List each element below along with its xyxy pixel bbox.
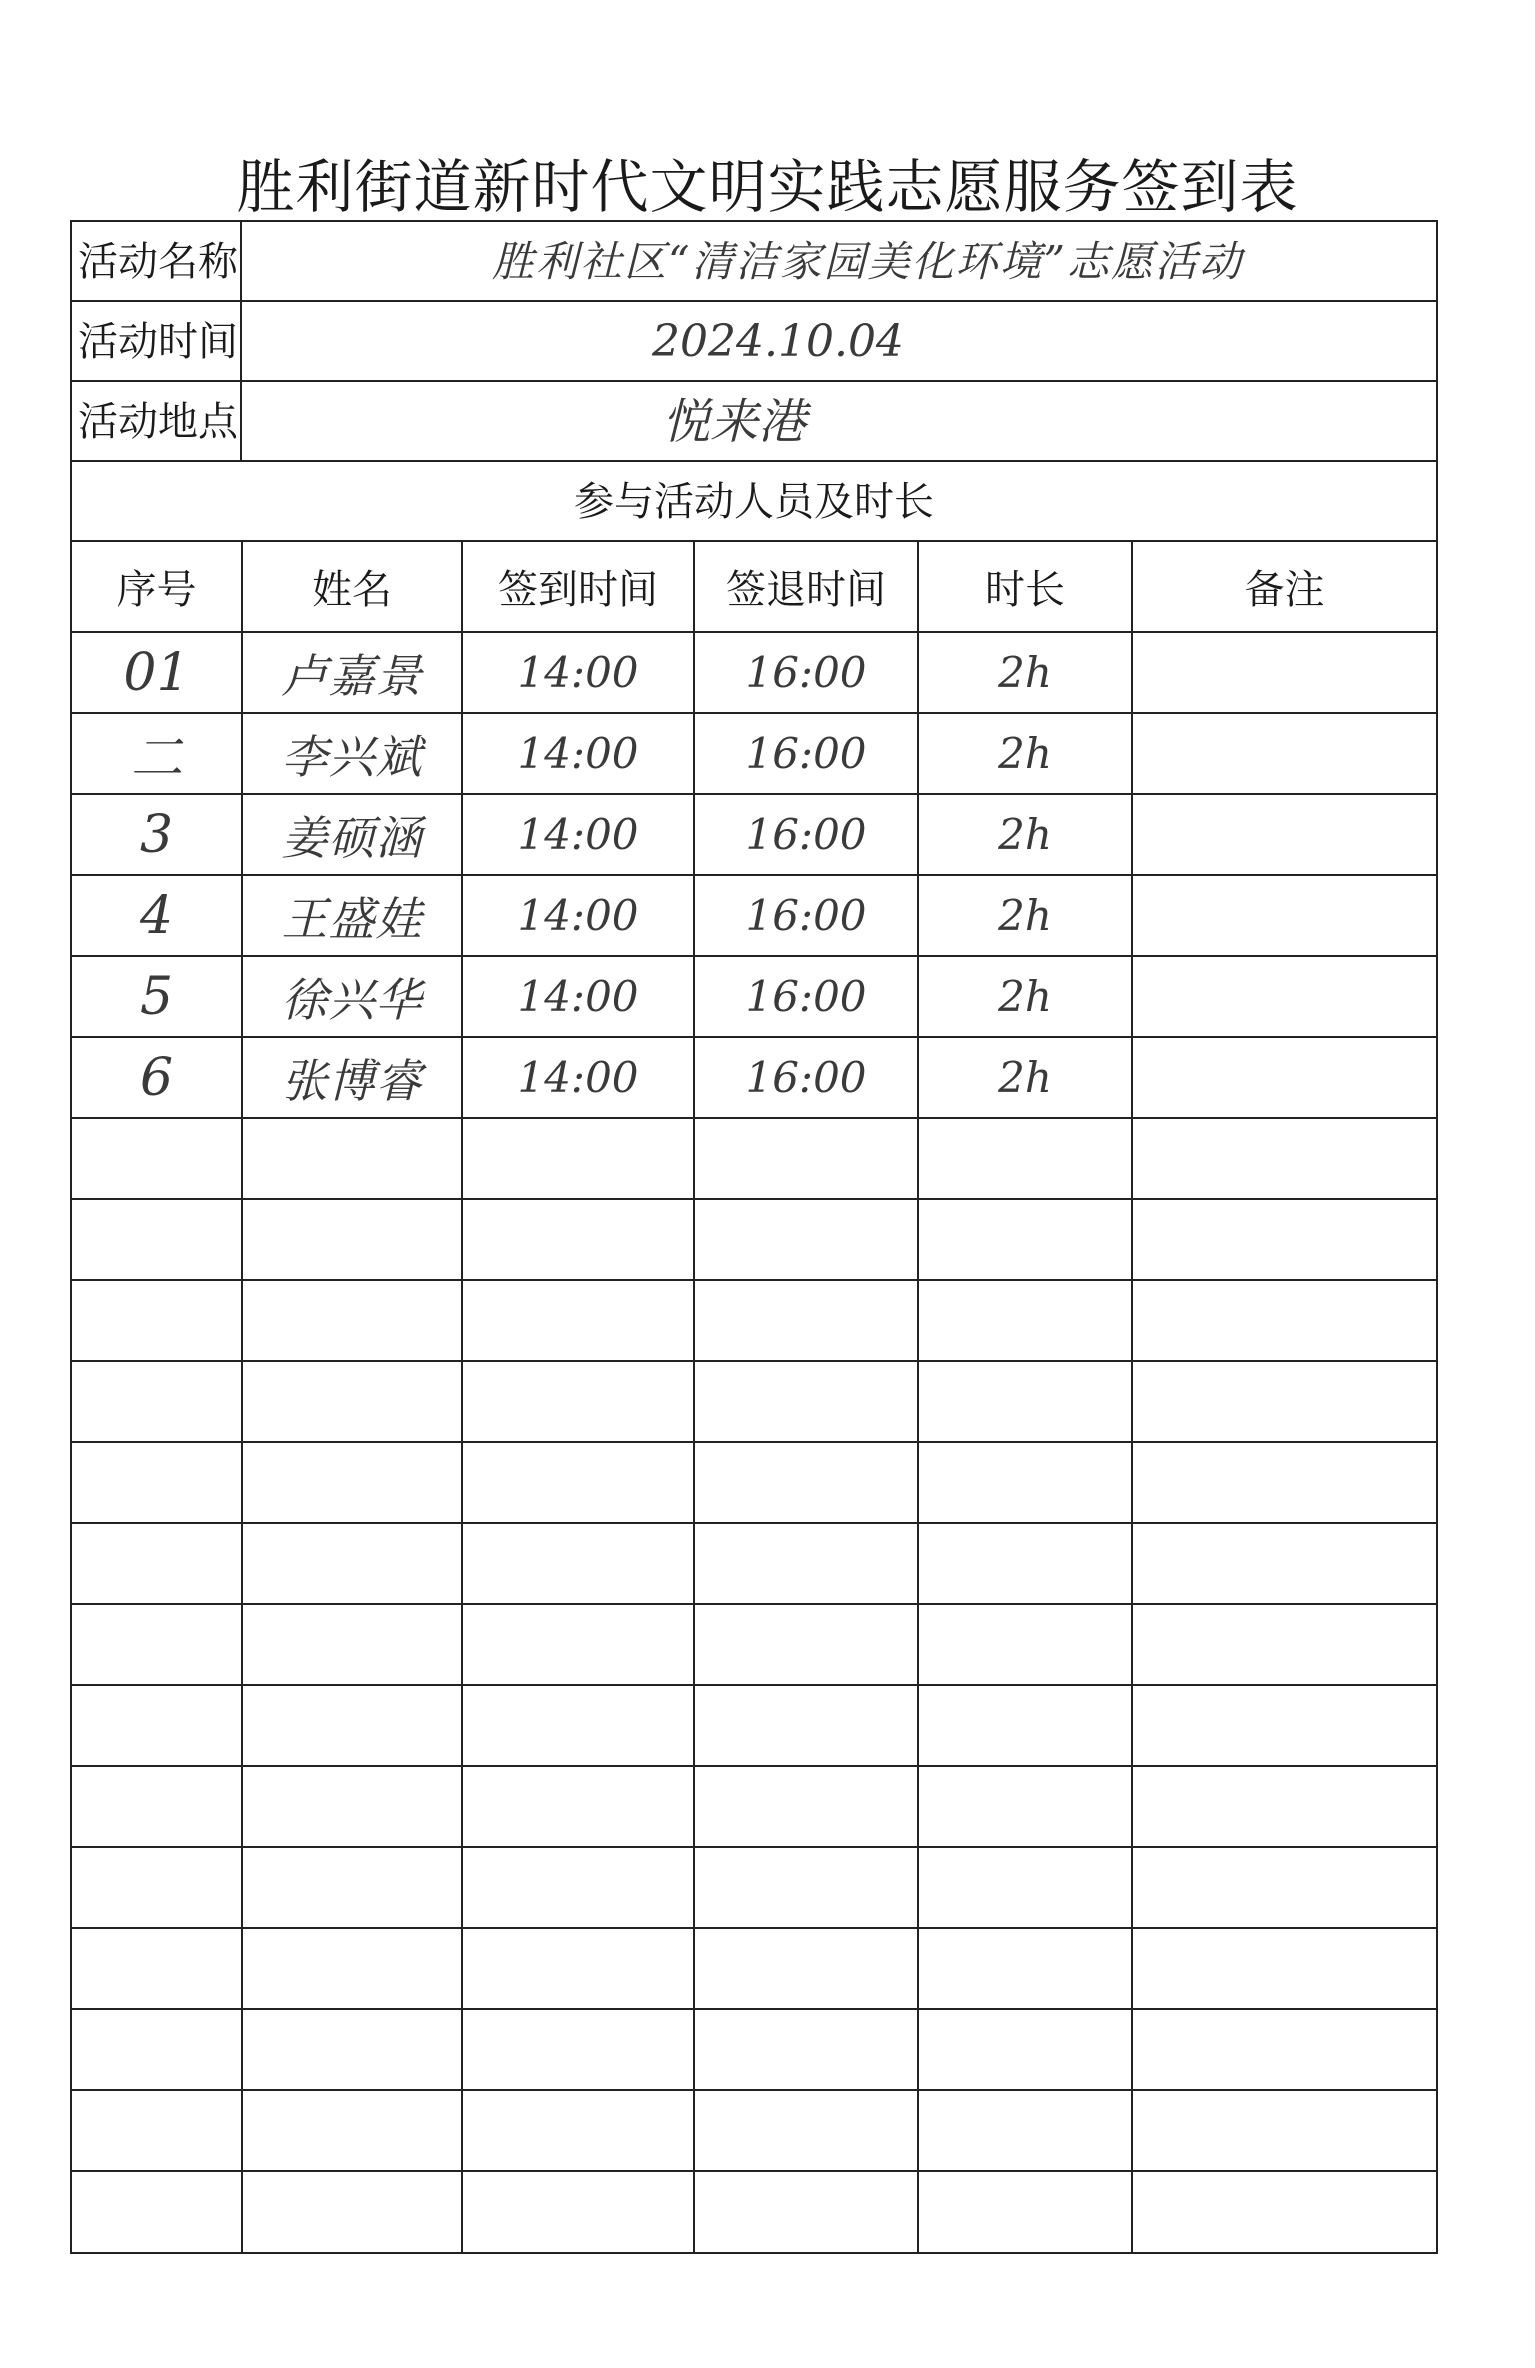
table-row [72,1685,1436,1766]
cell-duration [918,2009,1132,2090]
table-row [72,1199,1436,1280]
cell-note [1132,632,1436,713]
cell-name [242,2171,462,2252]
cell-sign-out: 16:00 [694,1037,918,1118]
cell-sign-out [694,1523,918,1604]
cell-sign-in [462,1766,694,1847]
cell-name [242,1523,462,1604]
page-title: 胜利街道新时代文明实践志愿服务签到表 [236,153,1299,221]
roster-body [72,632,1436,2252]
cell-sign-out: 16:00 [694,794,918,875]
column-header-note: 备注 [1132,542,1436,632]
cell-no [72,1199,242,1280]
column-header-name: 姓名 [242,542,462,632]
cell-note [1132,1361,1436,1442]
cell-name [242,1118,462,1199]
activity-place-value: 悦来港 [662,394,807,450]
cell-duration [918,1280,1132,1361]
activity-time-label: 活动时间 [72,302,242,380]
cell-no: 3 [72,794,242,875]
cell-no [72,2009,242,2090]
column-header-no: 序号 [72,542,242,632]
table-row [72,1523,1436,1604]
activity-name-value: 胜利社区“清洁家园美化环境”志愿活动 [492,237,1243,286]
cell-note [1132,1604,1436,1685]
cell-note [1132,875,1436,956]
table-row [72,1604,1436,1685]
cell-name: 徐兴华 [242,956,462,1037]
cell-sign-out [694,1442,918,1523]
cell-sign-out [694,1685,918,1766]
cell-duration [918,2090,1132,2171]
cell-note [1132,1280,1436,1361]
cell-name [242,1604,462,1685]
cell-duration [918,1523,1132,1604]
cell-sign-out: 16:00 [694,632,918,713]
cell-duration [918,1442,1132,1523]
cell-sign-out: 16:00 [694,713,918,794]
cell-note [1132,956,1436,1037]
cell-no [72,1928,242,2009]
cell-name [242,1199,462,1280]
cell-name [242,2090,462,2171]
cell-duration: 2h [918,875,1132,956]
cell-no [72,1523,242,1604]
cell-note [1132,1847,1436,1928]
table-row [72,1118,1436,1199]
cell-note [1132,2009,1436,2090]
activity-name-row [72,222,1436,302]
roster-table [72,542,1436,2252]
table-row [72,875,1436,956]
cell-duration: 2h [918,794,1132,875]
cell-sign-out [694,1604,918,1685]
cell-sign-out: 16:00 [694,956,918,1037]
cell-sign-in: 14:00 [462,875,694,956]
cell-no [72,1604,242,1685]
cell-duration [918,1847,1132,1928]
cell-name: 卢嘉景 [242,632,462,713]
table-row [72,2171,1436,2252]
cell-duration [918,1766,1132,1847]
cell-note [1132,1118,1436,1199]
cell-no [72,1847,242,1928]
table-row [72,956,1436,1037]
cell-duration: 2h [918,713,1132,794]
column-header-sign-in: 签到时间 [462,542,694,632]
cell-note [1132,2171,1436,2252]
cell-no [72,1361,242,1442]
cell-duration [918,1118,1132,1199]
table-row [72,1847,1436,1928]
cell-sign-in [462,1928,694,2009]
cell-no [72,1280,242,1361]
table-row [72,794,1436,875]
cell-sign-out [694,1199,918,1280]
cell-name [242,1280,462,1361]
cell-no: 5 [72,956,242,1037]
cell-sign-out [694,1280,918,1361]
cell-sign-in: 14:00 [462,1037,694,1118]
cell-duration: 2h [918,956,1132,1037]
table-row [72,1928,1436,2009]
table-row [72,1280,1436,1361]
column-header-sign-out: 签退时间 [694,542,918,632]
cell-note [1132,1199,1436,1280]
cell-sign-out [694,1847,918,1928]
cell-name [242,1685,462,1766]
cell-sign-out [694,2171,918,2252]
cell-sign-in [462,2090,694,2171]
cell-duration [918,1685,1132,1766]
cell-duration [918,1361,1132,1442]
cell-name: 王盛娃 [242,875,462,956]
cell-note [1132,1442,1436,1523]
cell-duration [918,1199,1132,1280]
cell-sign-in: 14:00 [462,632,694,713]
cell-note [1132,1037,1436,1118]
cell-sign-out [694,1361,918,1442]
activity-name-label: 活动名称 [72,222,242,300]
cell-name [242,1928,462,2009]
cell-note [1132,1523,1436,1604]
activity-place-label: 活动地点 [72,382,242,460]
cell-duration: 2h [918,632,1132,713]
cell-sign-out [694,2090,918,2171]
cell-sign-in: 14:00 [462,794,694,875]
cell-note [1132,1685,1436,1766]
cell-sign-out [694,1928,918,2009]
cell-sign-in [462,1523,694,1604]
table-row [72,2090,1436,2171]
cell-name [242,1766,462,1847]
cell-name [242,1361,462,1442]
cell-no [72,1766,242,1847]
cell-sign-in: 14:00 [462,956,694,1037]
cell-no: 4 [72,875,242,956]
cell-sign-in [462,1199,694,1280]
activity-place-row [72,382,1436,462]
cell-sign-in: 14:00 [462,713,694,794]
cell-sign-in [462,1118,694,1199]
cell-name [242,1442,462,1523]
section-title: 参与活动人员及时长 [72,462,1436,542]
cell-name: 李兴斌 [242,713,462,794]
cell-duration [918,1928,1132,2009]
cell-duration [918,2171,1132,2252]
table-row [72,632,1436,713]
cell-sign-in [462,1604,694,1685]
cell-sign-in [462,2171,694,2252]
cell-sign-out [694,1118,918,1199]
table-row [72,713,1436,794]
activity-time-row [72,302,1436,382]
cell-no [72,2171,242,2252]
cell-sign-in [462,1442,694,1523]
cell-sign-out [694,2009,918,2090]
cell-no: 6 [72,1037,242,1118]
cell-no: 01 [72,632,242,713]
cell-name: 姜硕涵 [242,794,462,875]
cell-sign-in [462,1361,694,1442]
cell-name: 张博睿 [242,1037,462,1118]
table-header-row [72,542,1436,632]
cell-no [72,1118,242,1199]
cell-name [242,2009,462,2090]
cell-duration [918,1604,1132,1685]
cell-name [242,1847,462,1928]
cell-note [1132,794,1436,875]
cell-note [1132,713,1436,794]
cell-sign-out [694,1766,918,1847]
cell-note [1132,1928,1436,2009]
cell-sign-in [462,1685,694,1766]
cell-no [72,1442,242,1523]
signin-form [70,220,1438,2254]
cell-no [72,2090,242,2171]
cell-no: 二 [72,713,242,794]
cell-sign-out: 16:00 [694,875,918,956]
table-row [72,1037,1436,1118]
column-header-duration: 时长 [918,542,1132,632]
cell-sign-in [462,1280,694,1361]
cell-note [1132,1766,1436,1847]
table-row [72,2009,1436,2090]
cell-note [1132,2090,1436,2171]
cell-sign-in [462,1847,694,1928]
cell-duration: 2h [918,1037,1132,1118]
table-row [72,1766,1436,1847]
activity-time-value: 2024.10.04 [652,316,904,367]
cell-no [72,1685,242,1766]
table-row [72,1361,1436,1442]
cell-sign-in [462,2009,694,2090]
table-row [72,1442,1436,1523]
